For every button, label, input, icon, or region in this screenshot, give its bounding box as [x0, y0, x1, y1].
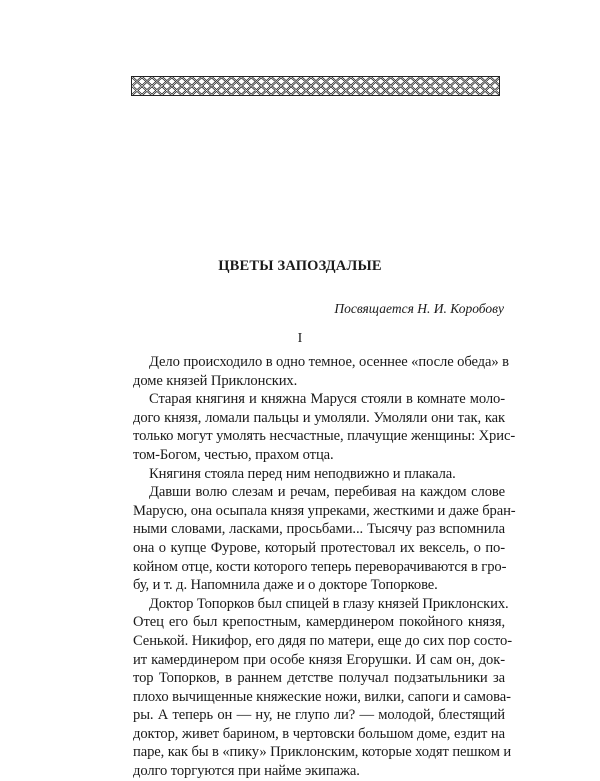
story-title: ЦВЕТЫ ЗАПОЗДАЛЫЕ: [218, 258, 382, 274]
dedication: Посвящается Н. И. Коробову: [334, 301, 504, 316]
text-line: дого князя, ломали пальцы и умоляли. Умоляли они так, как: [133, 409, 505, 426]
text-line: Сенькой. Никифор, его дядя по матери, еще до сих пор состо-: [133, 632, 512, 649]
text-line: Отец его был крепостным, камердинером покойного князя,: [133, 614, 505, 631]
ornamental-border-band: [131, 76, 500, 96]
text-line: Дело происходило в одно темное, осеннее «после обеда» в: [149, 354, 509, 370]
text-line: Доктор Топорков был спицей в глазу князей Приклонских.: [149, 595, 509, 612]
text-line: тор Топорков, в раннем детстве получал подзатыльники за: [133, 670, 505, 687]
text-line: Княгиня стояла перед ним неподвижно и плакала.: [149, 465, 456, 482]
text-line: доктор, живет барином, в чертовски большом доме, ездит на: [133, 725, 505, 742]
text-line: ными словами, ласками, просьбами... Тысячу раз вспомнила: [133, 521, 505, 538]
text-line: паре, как бы в «пику» Приклонским, которые ходят пешком и: [133, 744, 512, 761]
text-line: ит камердинером при особе князя Егорушки. И сам он, док-: [133, 651, 505, 668]
text-line: койном отце, кости которого теперь переворачиваются в гро-: [133, 558, 507, 575]
text-line: долго торгуются при найме экипажа.: [133, 763, 360, 780]
text-line: Старая княгиня и княжна Маруся стояли в комнате моло-: [149, 391, 505, 408]
lattice-ornament-icon: [132, 77, 499, 95]
text-line: доме князей Приклонских.: [133, 372, 298, 389]
text-line: Давши волю слезам и речам, перебивая на каждом слове: [149, 484, 505, 501]
text-line: ры. А теперь он — ну, не глупо ли? — молодой, блестящий: [133, 707, 505, 724]
text-line: она о купце Фурове, который протестовал их вексель, о по-: [133, 539, 505, 556]
text-line: том-Богом, честью, прахом отца.: [133, 446, 334, 463]
text-line: Марусю, она осыпала князя упреками, жесткими и даже бран-: [133, 502, 516, 519]
text-line: бу, и т. д. Напомнила даже и о докторе Топоркове.: [133, 577, 438, 594]
story-body: [133, 353, 516, 781]
text-line: плохо вычищенные княжеские ножи, вилки, сапоги и самова-: [133, 688, 511, 705]
text-line: только могут умолять несчастные, плачущие женщины: Хрис-: [133, 428, 516, 445]
chapter-number: I: [297, 331, 303, 346]
